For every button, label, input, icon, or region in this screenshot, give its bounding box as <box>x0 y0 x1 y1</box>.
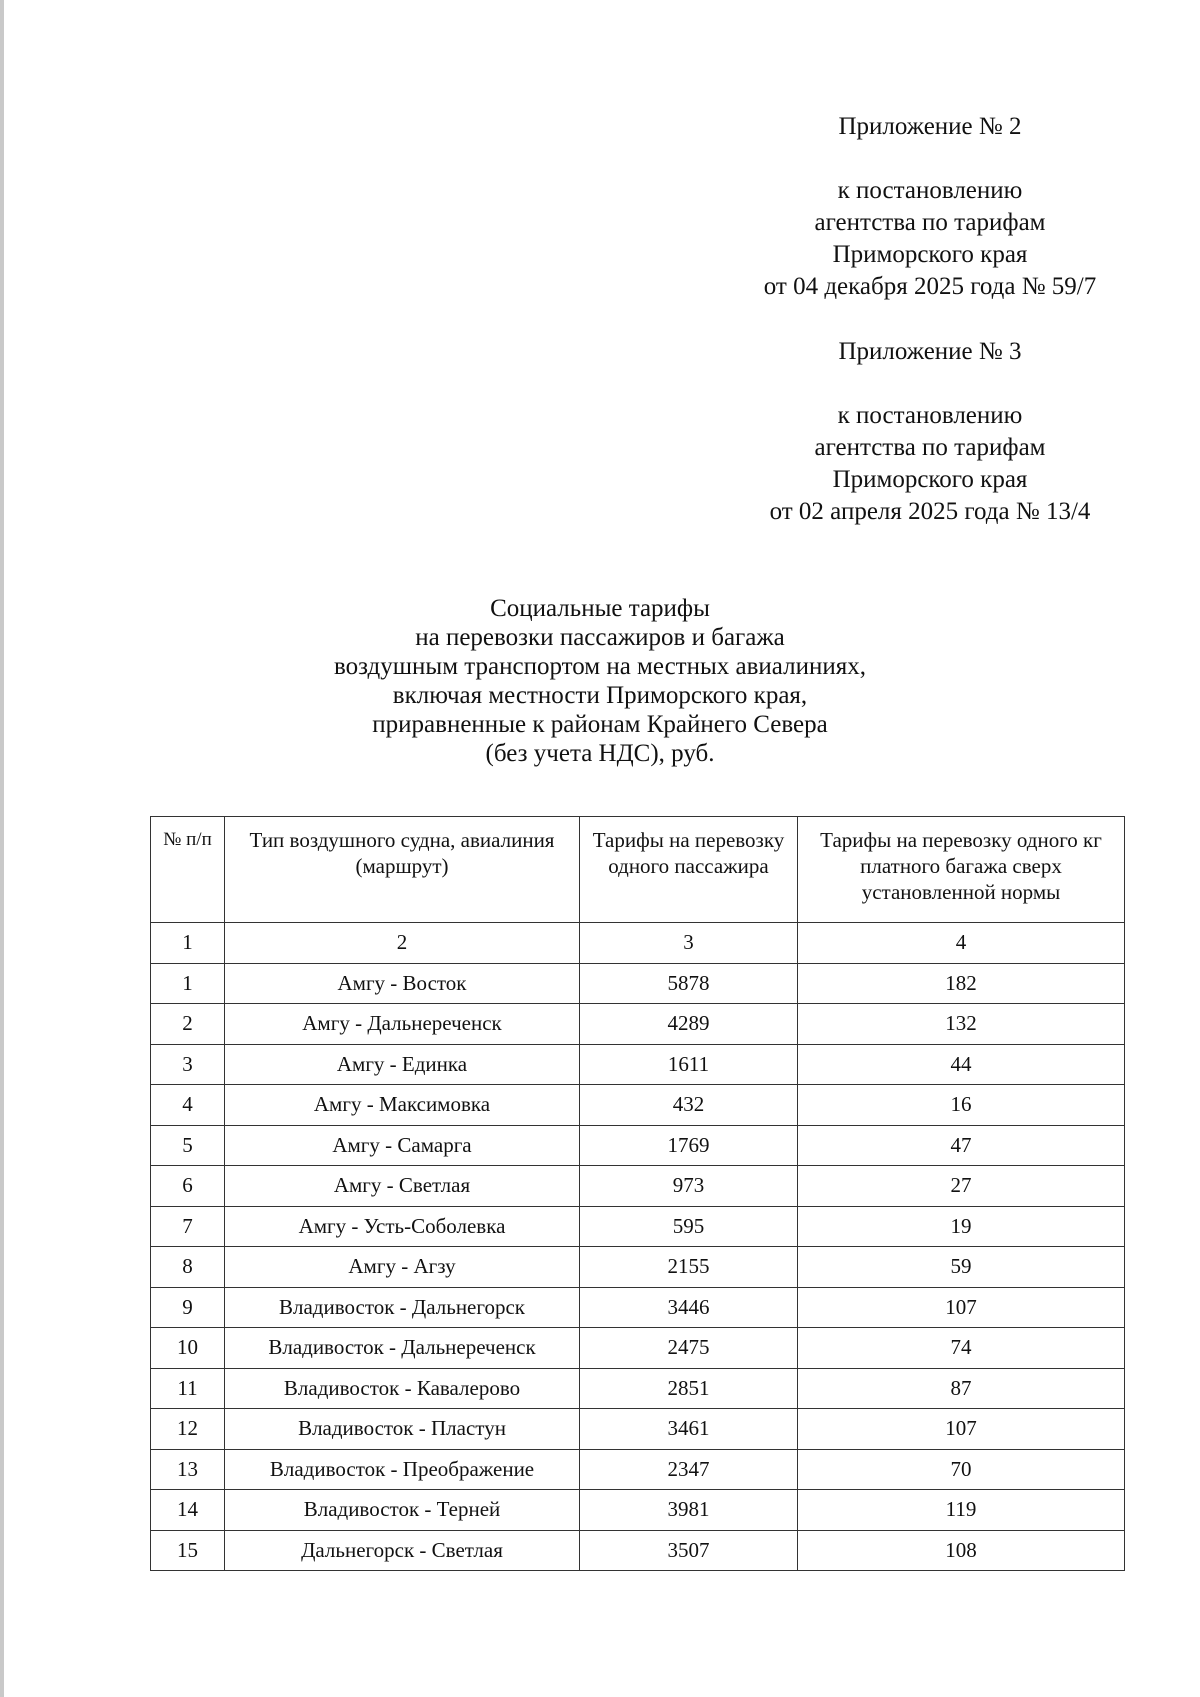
cell-baggage: 108 <box>798 1530 1125 1571</box>
cell-num: 14 <box>151 1490 225 1531</box>
document-title-line: Социальные тарифы <box>490 595 710 622</box>
cell-passenger: 973 <box>580 1166 798 1207</box>
cell-passenger: 4289 <box>580 1004 798 1045</box>
cell-num: 5 <box>151 1125 225 1166</box>
cell-passenger: 3461 <box>580 1409 798 1450</box>
cell-passenger: 2851 <box>580 1368 798 1409</box>
cell-baggage: 47 <box>798 1125 1125 1166</box>
table-row <box>151 1044 1125 1085</box>
cell-num: 6 <box>151 1166 225 1207</box>
appendix-3-line: Приморского края <box>832 466 1028 493</box>
cell-passenger: 3446 <box>580 1287 798 1328</box>
cell-baggage: 107 <box>798 1409 1125 1450</box>
cell-baggage: 87 <box>798 1368 1125 1409</box>
table-row <box>151 963 1125 1004</box>
cell-route: Амгу - Самарга <box>225 1125 580 1166</box>
cell-num: 12 <box>151 1409 225 1450</box>
document-title <box>250 594 950 768</box>
cell-passenger: 2475 <box>580 1328 798 1369</box>
cell-baggage: 107 <box>798 1287 1125 1328</box>
cell-baggage: 59 <box>798 1247 1125 1288</box>
appendix-2-line: от 04 декабря 2025 года № 59/7 <box>763 273 1097 300</box>
cell-passenger: 1769 <box>580 1125 798 1166</box>
cell-baggage: 74 <box>798 1328 1125 1369</box>
cell-route: Амгу - Дальнереченск <box>225 1004 580 1045</box>
cell-baggage: 119 <box>798 1490 1125 1531</box>
header-passenger: Тарифы на перевозку одного пассажира <box>580 817 798 923</box>
cell-passenger: 2347 <box>580 1449 798 1490</box>
document-title-line: приравненные к районам Крайнего Севера <box>372 711 828 738</box>
table-row <box>151 1247 1125 1288</box>
column-number-cell: 4 <box>798 923 1125 964</box>
cell-passenger: 3507 <box>580 1530 798 1571</box>
cell-route: Амгу - Единка <box>225 1044 580 1085</box>
column-number-row <box>151 923 1125 964</box>
cell-baggage: 132 <box>798 1004 1125 1045</box>
header-num: № п/п <box>151 817 225 923</box>
cell-baggage: 19 <box>798 1206 1125 1247</box>
cell-passenger: 5878 <box>580 963 798 1004</box>
cell-num: 4 <box>151 1085 225 1126</box>
table-row <box>151 1166 1125 1207</box>
cell-num: 10 <box>151 1328 225 1369</box>
cell-passenger: 1611 <box>580 1044 798 1085</box>
cell-passenger: 3981 <box>580 1490 798 1531</box>
appendix-3-block <box>700 336 1160 528</box>
cell-passenger: 2155 <box>580 1247 798 1288</box>
cell-route: Владивосток - Терней <box>225 1490 580 1531</box>
table-row <box>151 1449 1125 1490</box>
cell-num: 9 <box>151 1287 225 1328</box>
table-row <box>151 1206 1125 1247</box>
table-row <box>151 1368 1125 1409</box>
cell-route: Амгу - Усть-Соболевка <box>225 1206 580 1247</box>
cell-passenger: 432 <box>580 1085 798 1126</box>
document-title-line: включая местности Приморского края, <box>392 682 808 709</box>
table-row <box>151 1328 1125 1369</box>
cell-num: 13 <box>151 1449 225 1490</box>
appendix-2-block <box>700 111 1160 303</box>
document-title-line: на перевозки пассажиров и багажа <box>415 624 785 651</box>
header-route: Тип воздушного судна, авиалиния (маршрут) <box>225 817 580 923</box>
cell-route: Амгу - Восток <box>225 963 580 1004</box>
cell-baggage: 27 <box>798 1166 1125 1207</box>
cell-num: 2 <box>151 1004 225 1045</box>
column-number-cell: 1 <box>151 923 225 964</box>
column-number-cell: 2 <box>225 923 580 964</box>
scan-edge <box>0 0 4 1697</box>
cell-num: 1 <box>151 963 225 1004</box>
cell-route: Владивосток - Дальнегорск <box>225 1287 580 1328</box>
cell-num: 15 <box>151 1530 225 1571</box>
appendix-3-title: Приложение № 3 <box>838 338 1022 365</box>
cell-num: 7 <box>151 1206 225 1247</box>
cell-route: Владивосток - Преображение <box>225 1449 580 1490</box>
cell-route: Владивосток - Дальнереченск <box>225 1328 580 1369</box>
table-row <box>151 1085 1125 1126</box>
document-title-line: (без учета НДС), руб. <box>485 740 715 767</box>
column-number-cell: 3 <box>580 923 798 964</box>
table-body <box>151 963 1125 1571</box>
cell-baggage: 70 <box>798 1449 1125 1490</box>
cell-baggage: 44 <box>798 1044 1125 1085</box>
cell-num: 8 <box>151 1247 225 1288</box>
cell-route: Владивосток - Пластун <box>225 1409 580 1450</box>
table-row <box>151 1287 1125 1328</box>
table-header-row <box>151 817 1125 923</box>
table-row <box>151 1004 1125 1045</box>
appendix-2-line: к постановлению <box>837 177 1023 204</box>
table-row <box>151 1530 1125 1571</box>
appendix-2-title: Приложение № 2 <box>838 113 1022 140</box>
cell-route: Амгу - Светлая <box>225 1166 580 1207</box>
table-row <box>151 1125 1125 1166</box>
document-title-line: воздушным транспортом на местных авиалиниях, <box>334 653 866 680</box>
appendix-3-line: к постановлению <box>837 402 1023 429</box>
cell-route: Дальнегорск - Светлая <box>225 1530 580 1571</box>
cell-route: Амгу - Агзу <box>225 1247 580 1288</box>
cell-baggage: 16 <box>798 1085 1125 1126</box>
cell-route: Владивосток - Кавалерово <box>225 1368 580 1409</box>
appendix-2-line: Приморского края <box>832 241 1028 268</box>
cell-num: 11 <box>151 1368 225 1409</box>
appendix-3-line: агентства по тарифам <box>814 434 1046 461</box>
cell-route: Амгу - Максимовка <box>225 1085 580 1126</box>
appendix-2-line: агентства по тарифам <box>814 209 1046 236</box>
table-row <box>151 1490 1125 1531</box>
appendix-3-line: от 02 апреля 2025 года № 13/4 <box>769 498 1091 525</box>
tariffs-table <box>150 816 1125 1571</box>
cell-passenger: 595 <box>580 1206 798 1247</box>
cell-num: 3 <box>151 1044 225 1085</box>
cell-baggage: 182 <box>798 963 1125 1004</box>
header-baggage: Тарифы на перевозку одного кг платного багажа сверх установленной нормы <box>798 817 1125 923</box>
table-row <box>151 1409 1125 1450</box>
